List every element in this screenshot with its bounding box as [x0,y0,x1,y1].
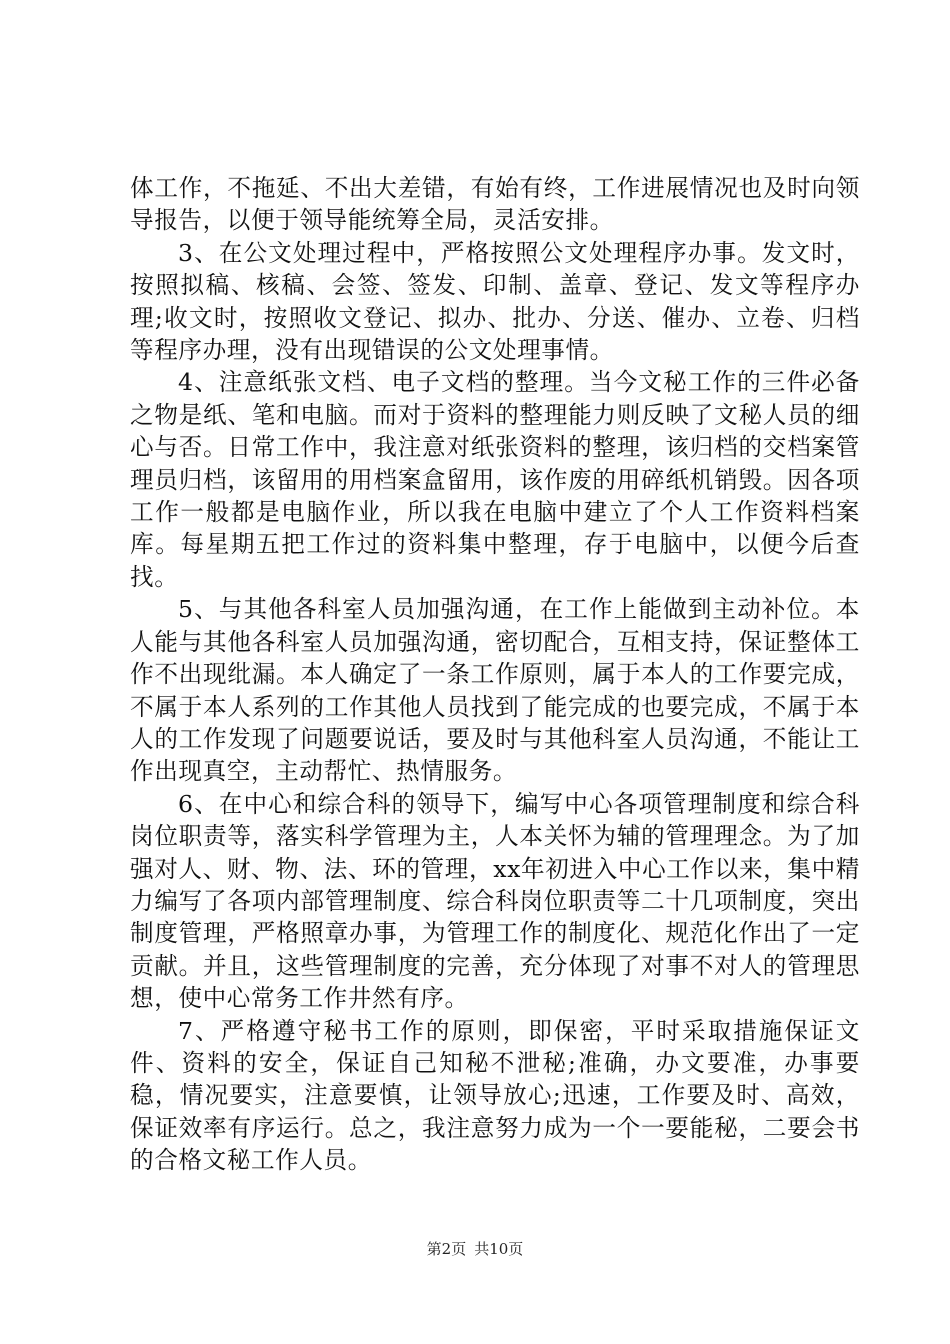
paragraph-item-7: 7、严格遵守秘书工作的原则，即保密，平时采取措施保证文件、资料的安全，保证自己知秘不泄秘;准确，办文要准，办事要稳，情况要实，注意要慎，让领导放心;迅速，工作要及时、高效，保证效率有序运行。总之，我注意努力成为一个一要能秘，二要会书的合格文秘工作人员。 [130,1016,860,1175]
paragraph-item-6: 6、在中心和综合科的领导下，编写中心各项管理制度和综合科岗位职责等，落实科学管理为主，人本关怀为辅的管理理念。为了加强对人、财、物、法、环的管理，xx年初进入中心工作以来，集中精力编写了各项内部管理制度、综合科岗位职责等二十几项制度，突出制度管理，严格照章办事，为管理工作的制度化、规范化作出了一定贡献。并且，这些管理制度的完善，充分体现了对事不对人的管理思想，使中心常务工作井然有序。 [130,789,860,1013]
page-footer [0,1239,950,1259]
paragraph-continuation: 体工作，不拖延、不出大差错，有始有终，工作进展情况也及时向领导报告，以便于领导能统筹全局，灵活安排。 [130,174,860,235]
page-total: 共10页 [474,1240,524,1258]
document-body [130,172,860,1177]
paragraph-item-5: 5、与其他各科室人员加强沟通，在工作上能做到主动补位。本人能与其他各科室人员加强沟通，密切配合，互相支持，保证整体工作不出现纰漏。本人确定了一条工作原则，属于本人的工作要完成，不属于本人系列的工作其他人员找到了能完成的也要完成，不属于本人的工作发现了问题要说话，要及时与其他科室人员沟通，不能让工作出现真空，主动帮忙、热情服务。 [130,595,860,786]
paragraph-item-4: 4、注意纸张文档、电子文档的整理。当今文秘工作的三件必备之物是纸、笔和电脑。而对于资料的整理能力则反映了文秘人员的细心与否。日常工作中，我注意对纸张资料的整理，该归档的交档案管理员归档，该留用的用档案盒留用，该作废的用碎纸机销毁。因各项工作一般都是电脑作业，所以我在电脑中建立了个人工作资料档案库。每星期五把工作过的资料集中整理，存于电脑中，以便今后查找。 [130,368,860,591]
paragraph-item-3: 3、在公文处理过程中，严格按照公文处理程序办事。发文时，按照拟稿、核稿、会签、签发、印制、盖章、登记、发文等程序办理;收文时，按照收文登记、拟办、批办、分送、催办、立卷、归档等程序办理，没有出现错误的公文处理事情。 [130,238,860,365]
page-number: 第2页 [426,1240,467,1258]
